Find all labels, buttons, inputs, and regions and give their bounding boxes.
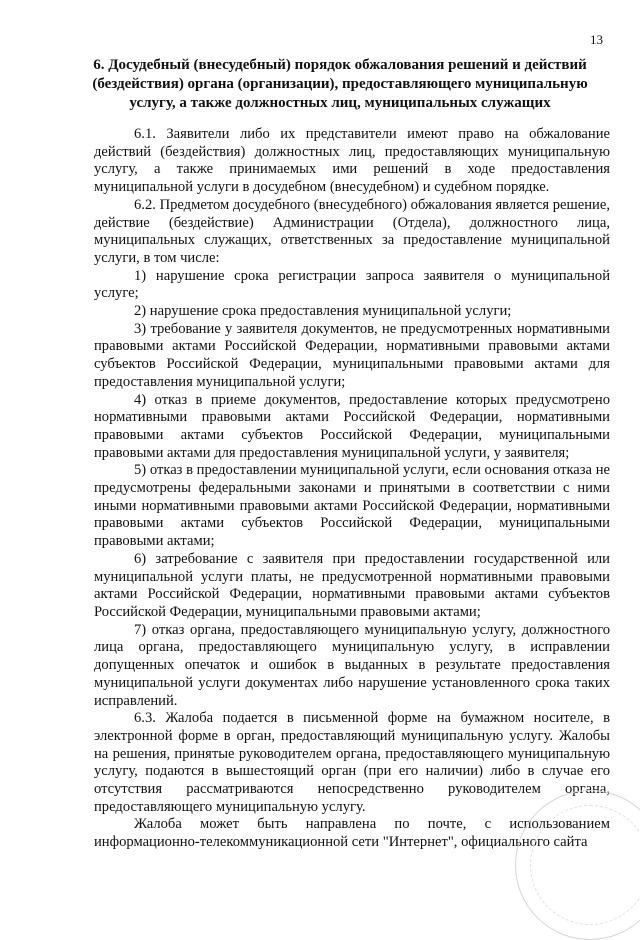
paragraph-complaint-channels: Жалоба может быть направлена по почте, с использованием информационно-телекоммуникационной сети "Интернет", официального сайта	[94, 816, 610, 851]
list-item-4: 4) отказ в приеме документов, предоставление которых предусмотрено нормативными правовыми актами Российской Федерации, нормативными правовыми актами субъектов Российской Федерации, муниципальными правовыми актами для предоставления муниципальной услуги, у заявителя;	[94, 391, 610, 461]
list-item-6: 6) затребование с заявителя при предоставлении государственной или муниципальной услуги платы, не предусмотренной нормативными правовыми актами Российской Федерации, нормативными правовыми актами субъектов Российской Федерации, муниципальными правовыми актами;	[94, 550, 610, 620]
list-item-2: 2) нарушение срока предоставления муниципальной услуги;	[134, 303, 512, 320]
list-item-1: 1) нарушение срока регистрации запроса заявителя о муниципальной услуге;	[94, 267, 610, 302]
heading-line: услугу, а также должностных лиц, муниципальных служащих	[129, 95, 551, 111]
heading-line: (бездействия) органа (организации), предоставляющего муниципальную	[92, 76, 588, 92]
list-item-7: 7) отказ органа, предоставляющего муниципальную услугу, должностного лица органа, предоставляющего муниципальную услугу, в исправлении допущенных опечаток и ошибок в выданных в результате предоставления муниципальной услуги документах либо нарушение установленного срока таких исправлений.	[94, 621, 610, 709]
document-body	[94, 126, 610, 852]
heading-line: 6. Досудебный (внесудебный) порядок обжалования решений и действий	[93, 57, 587, 73]
list-item-5: 5) отказ в предоставлении муниципальной услуги, если основания отказа не предусмотрены федеральными законами и принятыми в соответствии с ними иными нормативными правовыми актами Российской Федерации, нормативными правовыми актами субъектов Российской Федерации, муниципальными правовыми актами;	[94, 462, 610, 550]
paragraph-6-3: 6.3. Жалоба подается в письменной форме на бумажном носителе, в электронной форме в орган, предоставляющий муниципальную услугу. Жалобы на решения, принятые руководителем органа, предоставляющего муниципальную услугу, подаются в вышестоящий орган (при его наличии) либо в случае его отсутствия рассматриваются непосредственно руководителем органа, предоставляющего муниципальную услугу.	[94, 710, 610, 815]
paragraph-6-2: 6.2. Предметом досудебного (внесудебного) обжалования является решение, действие (бездействие) Администрации (Отдела), должностного лица, муниципальных служащих, ответственных за предоставление муниципальной услуги, в том числе:	[94, 196, 610, 266]
paragraph-6-1: 6.1. Заявители либо их представители имеют право на обжалование действий (бездействия) должностных лиц, предоставляющих муниципальную услугу, а также принимаемых ими решений в ходе предоставления муниципальной услуги в досудебном (внесудебном) и судебном порядке.	[94, 126, 610, 196]
list-item-3: 3) требование у заявителя документов, не предусмотренных нормативными правовыми актами Российской Федерации, нормативными правовыми актами субъектов Российской Федерации, муниципальными правовыми актами для предоставления муниципальной услуги;	[94, 320, 610, 390]
page-number: 13	[590, 32, 603, 47]
section-heading	[90, 56, 590, 113]
